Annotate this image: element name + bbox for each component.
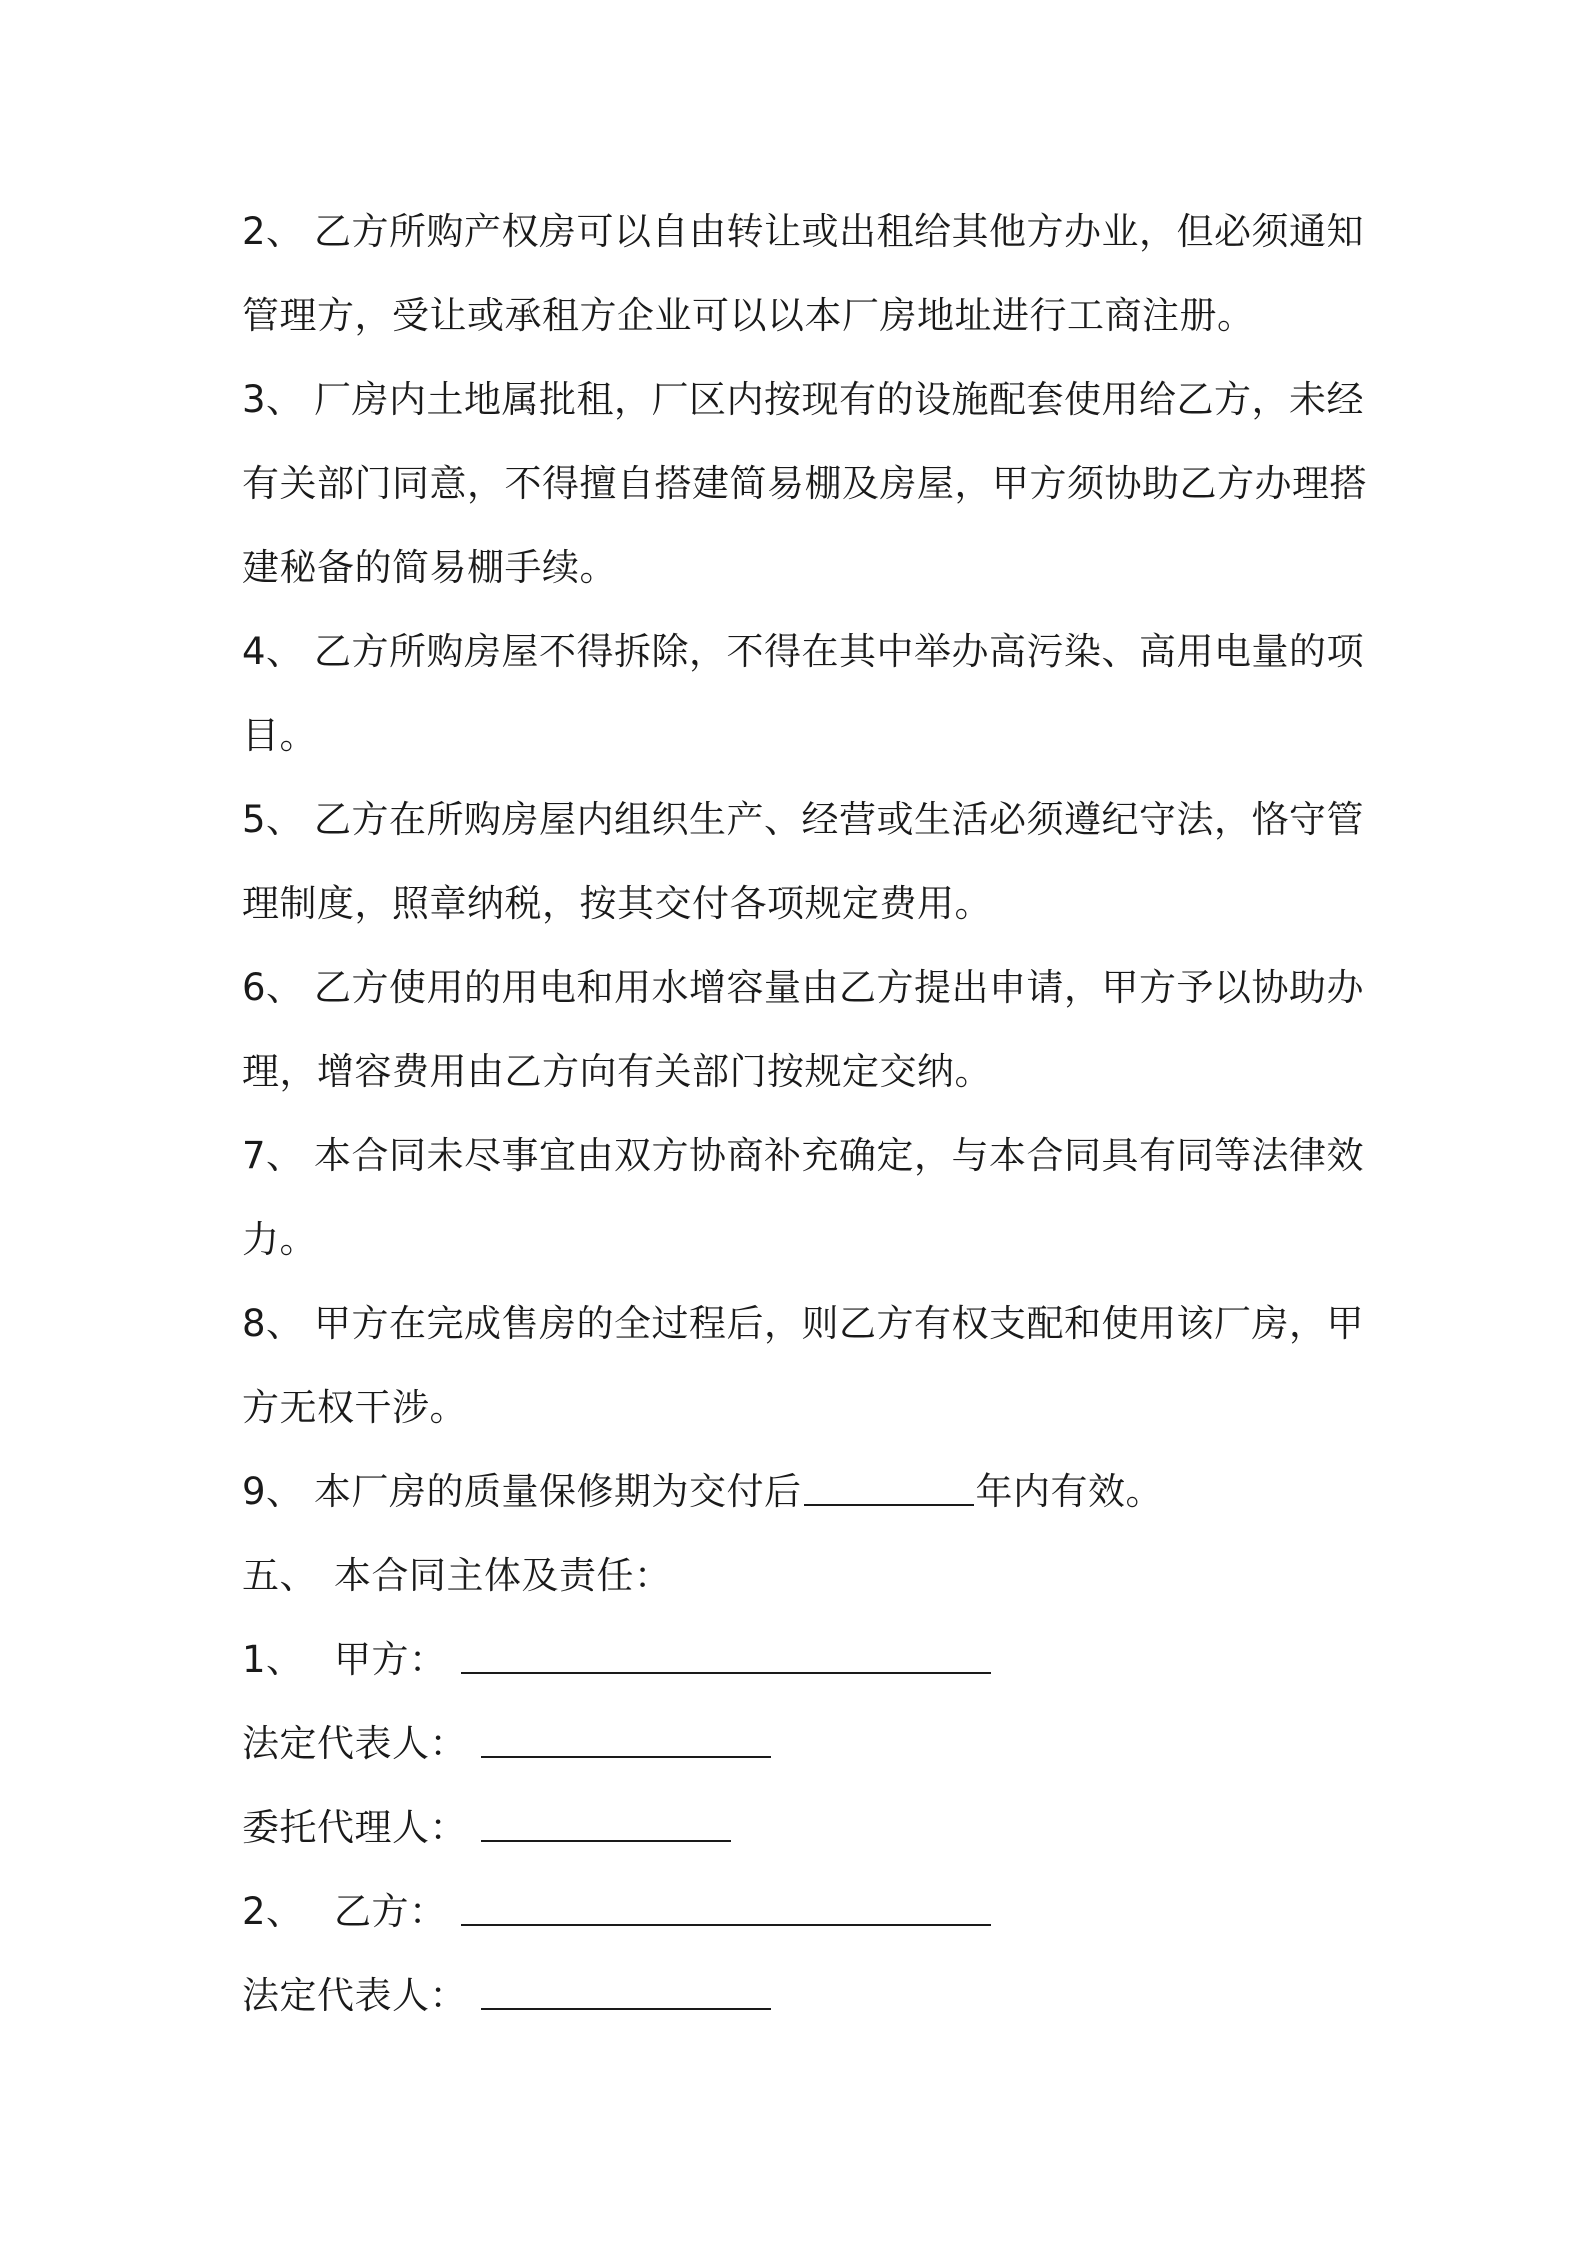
clause-7-line-2: 力。	[242, 1218, 317, 1261]
clause-4-line-2: 目。	[242, 714, 317, 757]
clause-8-line-2: 方无权干涉。	[242, 1386, 467, 1429]
party-a-rep-blank[interactable]	[481, 1722, 771, 1758]
party-a-label: 甲方：	[334, 1638, 447, 1681]
clause-3-line-3: 建秘备的简易棚手续。	[242, 546, 617, 589]
party-b-blank[interactable]	[461, 1890, 991, 1926]
clause-number: 6、	[242, 966, 304, 1009]
clause-5-line-2: 理制度，照章纳税，按其交付各项规定费用。	[242, 882, 992, 925]
clause-number: 5、	[242, 798, 304, 841]
party-a-agent-line	[242, 1786, 1362, 1870]
contract-page	[242, 190, 1367, 2038]
party-b-rep-blank[interactable]	[481, 1974, 771, 2010]
party-number: 2、	[242, 1890, 304, 1933]
clause-text: 乙方使用的用电和用水增容量由乙方提出申请，甲方予以协助办	[314, 966, 1364, 1009]
clause-number: 7、	[242, 1134, 304, 1177]
clause-2-line-2: 管理方，受让或承租方企业可以以本厂房地址进行工商注册。	[242, 294, 1255, 337]
clause-number: 3、	[242, 378, 304, 421]
clause-3-line-1	[242, 358, 1362, 442]
clause-text: 本合同未尽事宜由双方协商补充确定，与本合同具有同等法律效	[314, 1134, 1364, 1177]
clause-text: 甲方在完成售房的全过程后，则乙方有权支配和使用该厂房，甲	[314, 1302, 1364, 1345]
clause-text: 乙方所购产权房可以自由转让或出租给其他方办业，但必须通知	[314, 210, 1364, 253]
section-number: 五、	[242, 1554, 317, 1597]
clause-6-line-2: 理，增容费用由乙方向有关部门按规定交纳。	[242, 1050, 992, 1093]
warranty-years-blank[interactable]	[804, 1470, 974, 1506]
party-b-rep-line	[242, 1954, 1362, 2038]
clause-text: 厂房内土地属批租，厂区内按现有的设施配套使用给乙方，未经	[314, 378, 1364, 421]
clause-text: 乙方在所购房屋内组织生产、经营或生活必须遵纪守法，恪守管	[314, 798, 1364, 841]
party-number: 1、	[242, 1638, 304, 1681]
party-b-label: 乙方：	[334, 1890, 447, 1933]
party-a-line	[242, 1618, 1362, 1702]
clause-5-line-1	[242, 778, 1362, 862]
clause-9-text-before: 本厂房的质量保修期为交付后	[314, 1470, 802, 1513]
party-a-agent-label: 委托代理人：	[242, 1806, 467, 1849]
section-title: 本合同主体及责任：	[334, 1554, 672, 1597]
party-b-rep-label: 法定代表人：	[242, 1974, 467, 2017]
clause-text: 乙方所购房屋不得拆除，不得在其中举办高污染、高用电量的项	[314, 630, 1364, 673]
clause-number: 4、	[242, 630, 304, 673]
clause-4-line-1	[242, 610, 1362, 694]
clause-3-line-2: 有关部门同意，不得擅自搭建简易棚及房屋，甲方须协助乙方办理搭	[242, 462, 1367, 505]
party-b-line	[242, 1870, 1362, 1954]
clause-6-line-1	[242, 946, 1362, 1030]
clause-7-line-1	[242, 1114, 1362, 1198]
party-a-blank[interactable]	[461, 1638, 991, 1674]
clause-number: 2、	[242, 210, 304, 253]
section-5-heading	[242, 1534, 1362, 1618]
clause-9-text-after: 年内有效。	[975, 1470, 1163, 1513]
party-a-rep-line	[242, 1702, 1362, 1786]
clause-2-line-1	[242, 190, 1362, 274]
clause-8-line-1	[242, 1282, 1362, 1366]
clause-9	[242, 1450, 1362, 1534]
clause-number: 8、	[242, 1302, 304, 1345]
party-a-agent-blank[interactable]	[481, 1806, 731, 1842]
party-a-rep-label: 法定代表人：	[242, 1722, 467, 1765]
clause-number: 9、	[242, 1470, 304, 1513]
